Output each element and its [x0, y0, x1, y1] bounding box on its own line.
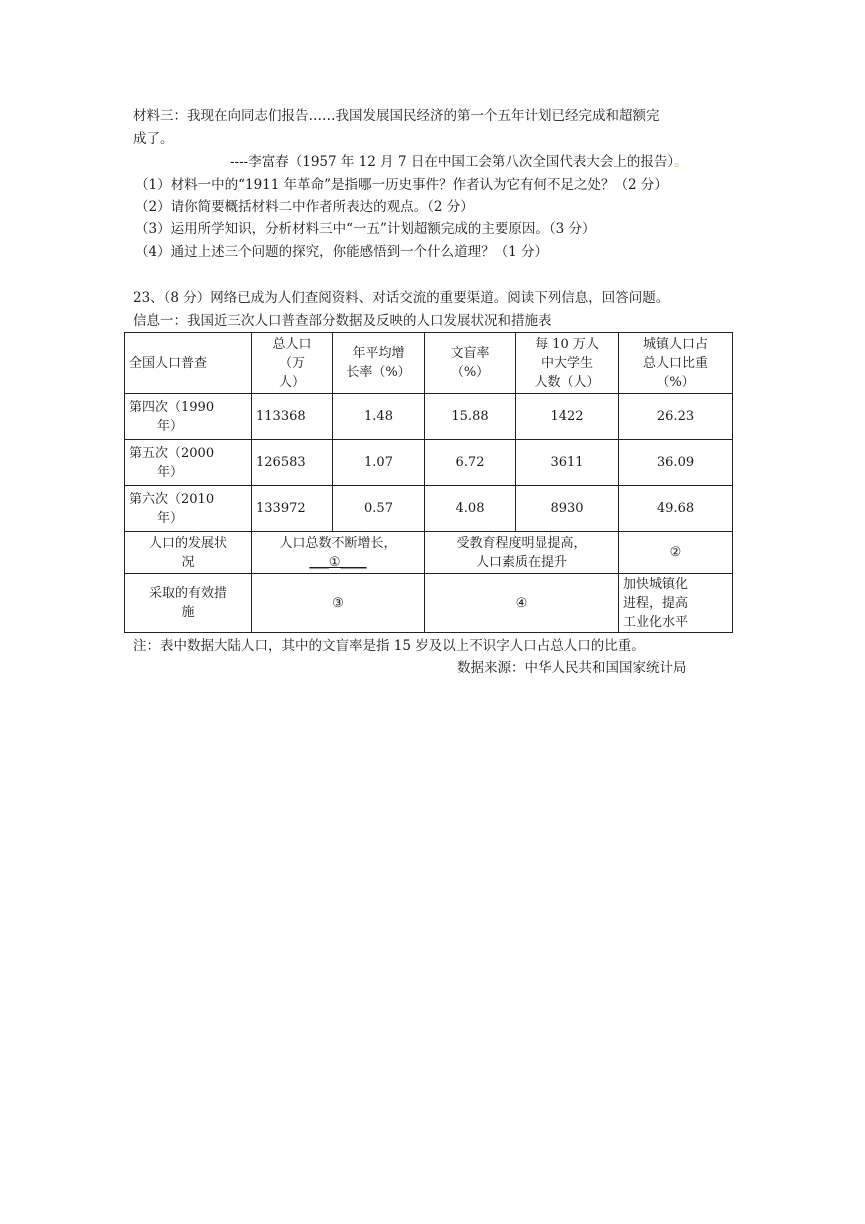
row-college: 8930 — [516, 486, 619, 532]
measures-row — [125, 574, 733, 633]
row-urban: 26.23 — [619, 394, 733, 440]
row-growth: 1.48 — [333, 394, 425, 440]
census-table — [124, 332, 733, 633]
row-census-name: 第五次（2000 年） — [125, 440, 252, 486]
table-row — [125, 440, 733, 486]
row-illiteracy: 4.08 — [425, 486, 516, 532]
table-note: 注：表中数据大陆人口，其中的文盲率是指 15 岁及以上不识字人口占总人口的比重。 — [133, 638, 645, 654]
material3-line2: 成了。 — [133, 131, 174, 147]
row-census-name: 第六次（2010 年） — [125, 486, 252, 532]
measures-urban: 加快城镇化 进程，提高 工业化水平 — [619, 574, 733, 633]
row-illiteracy: 15.88 — [425, 394, 516, 440]
row-census-name: 第四次（1990 年） — [125, 394, 252, 440]
blank-4: ④ — [425, 574, 619, 633]
material3-line1: 材料三：我现在向同志们报告……我国发展国民经济的第一个五年计划已经完成和超额完 — [133, 108, 660, 124]
row-total: 133972 — [252, 486, 333, 532]
blank-3: ③ — [252, 574, 425, 633]
row-growth: 0.57 — [333, 486, 425, 532]
row-total: 113368 — [252, 394, 333, 440]
row-growth: 1.07 — [333, 440, 425, 486]
status-label: 人口的发展状 况 — [125, 532, 252, 574]
row-urban: 36.09 — [619, 440, 733, 486]
material3-source — [230, 152, 688, 172]
table-header-row — [125, 333, 733, 394]
material3-source-text: ----李富春（1957 年 12 月 7 日在中国工会第八次全国代表大会上的报告） — [230, 154, 675, 170]
q23-intro: 23、（8 分）网络已成为人们查阅资料、对话交流的重要渠道。阅读下列信息，回答问题。 — [133, 290, 670, 306]
question-1: （1）材料一中的“1911 年革命”是指哪一历史事件？作者认为它有何不足之处？（2 分） — [135, 177, 668, 193]
header-census: 全国人口普查 — [125, 333, 252, 394]
table-row — [125, 394, 733, 440]
row-college: 1422 — [516, 394, 619, 440]
table-row — [125, 486, 733, 532]
blank-2: ② — [619, 532, 733, 574]
row-college: 3611 — [516, 440, 619, 486]
header-urban: 城镇人口占 总人口比重 （%） — [619, 333, 733, 394]
status-row — [125, 532, 733, 574]
info1-title: 信息一：我国近三次人口普查部分数据及反映的人口发展状况和措施表 — [133, 313, 552, 329]
header-total: 总人口 （万 人） — [252, 333, 333, 394]
material3-source-dot: 。 — [674, 154, 688, 170]
row-urban: 49.68 — [619, 486, 733, 532]
status-education: 受教育程度明显提高， 人口素质在提升 — [425, 532, 619, 574]
question-3: （3）运用所学知识，分析材料三中“一五”计划超额完成的主要原因。（3 分） — [135, 221, 596, 237]
blank-1: ___①____ — [309, 554, 367, 570]
data-source: 数据来源：中华人民共和国国家统计局 — [457, 660, 687, 676]
measures-label: 采取的有效措 施 — [125, 574, 252, 633]
header-college: 每 10 万人 中大学生 人数（人） — [516, 333, 619, 394]
row-illiteracy: 6.72 — [425, 440, 516, 486]
status-growth: 人口总数不断增长， ___①____ — [252, 532, 425, 574]
header-growth: 年平均增 长率（%） — [333, 333, 425, 394]
header-illiteracy: 文盲率 （%） — [425, 333, 516, 394]
question-2: （2）请你简要概括材料二中作者所表达的观点。（2 分） — [135, 199, 474, 215]
row-total: 126583 — [252, 440, 333, 486]
question-4: （4）通过上述三个问题的探究，你能感悟到一个什么道理？（1 分） — [135, 244, 548, 260]
